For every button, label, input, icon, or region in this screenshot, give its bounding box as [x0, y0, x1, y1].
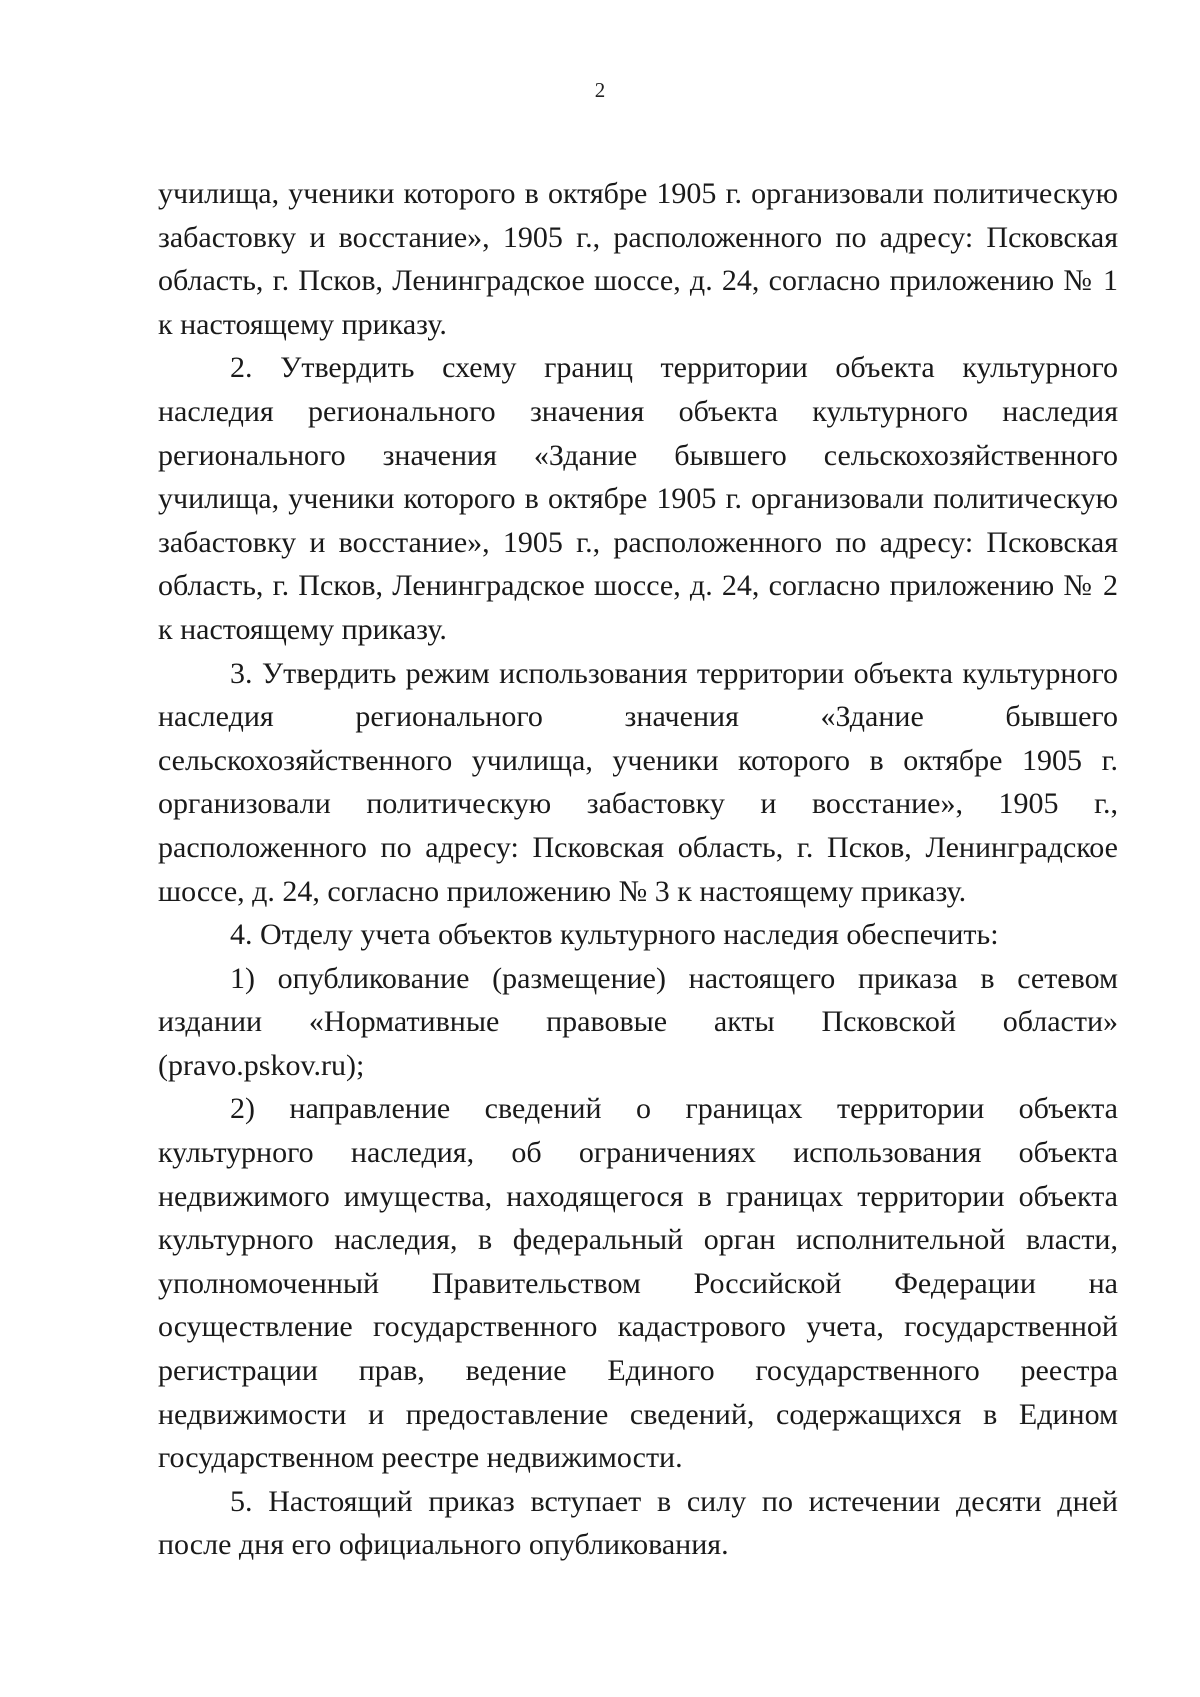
paragraph-item-4-1: 1) опубликование (размещение) настоящего приказа в сетевом издании «Нормативные правовые акты Псковской области» (pravo.pskov.ru);: [158, 961, 1118, 1082]
paragraph-item-4-2: 2) направление сведений о границах территории объекта культурного наследия, об ограничениях использования объекта недвижимого имущества, находящегося в границах территории объекта культурного наследия, в федеральный орган исполнительной власти, уполномоченный Правительством Российской Федерации на осуществление государственного кадастрового учета, государственной регистрации прав, ведение Единого государственного реестра недвижимости и предоставление сведений, содержащихся в Едином государственном реестре недвижимости.: [158, 1092, 1118, 1475]
paragraph-continuation: училища, ученики которого в октябре 1905 г. организовали политическую забастовку и восстание», 1905 г., расположенного по адресу: Псковская область, г. Псков, Ленинградское шоссе, д. 24, согласно приложению № 1 к настоящему приказу.: [158, 177, 1118, 341]
document-body: [158, 172, 1118, 1567]
paragraph-item-5: 5. Настоящий приказ вступает в силу по истечении десяти дней после дня его официального опубликования.: [158, 1484, 1118, 1562]
paragraph-item-3: 3. Утвердить режим использования территории объекта культурного наследия регионального значения «Здание бывшего сельскохозяйственного училища, ученики которого в октябре 1905 г. организовали политическую забастовку и восстание», 1905 г., расположенного по адресу: Псковская область, г. Псков, Ленинградское шоссе, д. 24, согласно приложению № 3 к настоящему приказу.: [158, 656, 1118, 908]
paragraph-item-2: 2. Утвердить схему границ территории объекта культурного наследия регионального значения объекта культурного наследия регионального значения «Здание бывшего сельскохозяйственного училища, ученики которого в октябре 1905 г. организовали политическую забастовку и восстание», 1905 г., расположенного по адресу: Псковская область, г. Псков, Ленинградское шоссе, д. 24, согласно приложению № 2 к настоящему приказу.: [158, 351, 1118, 646]
paragraph-item-4: 4. Отделу учета объектов культурного наследия обеспечить:: [230, 918, 999, 952]
page-number: 2: [594, 78, 606, 102]
